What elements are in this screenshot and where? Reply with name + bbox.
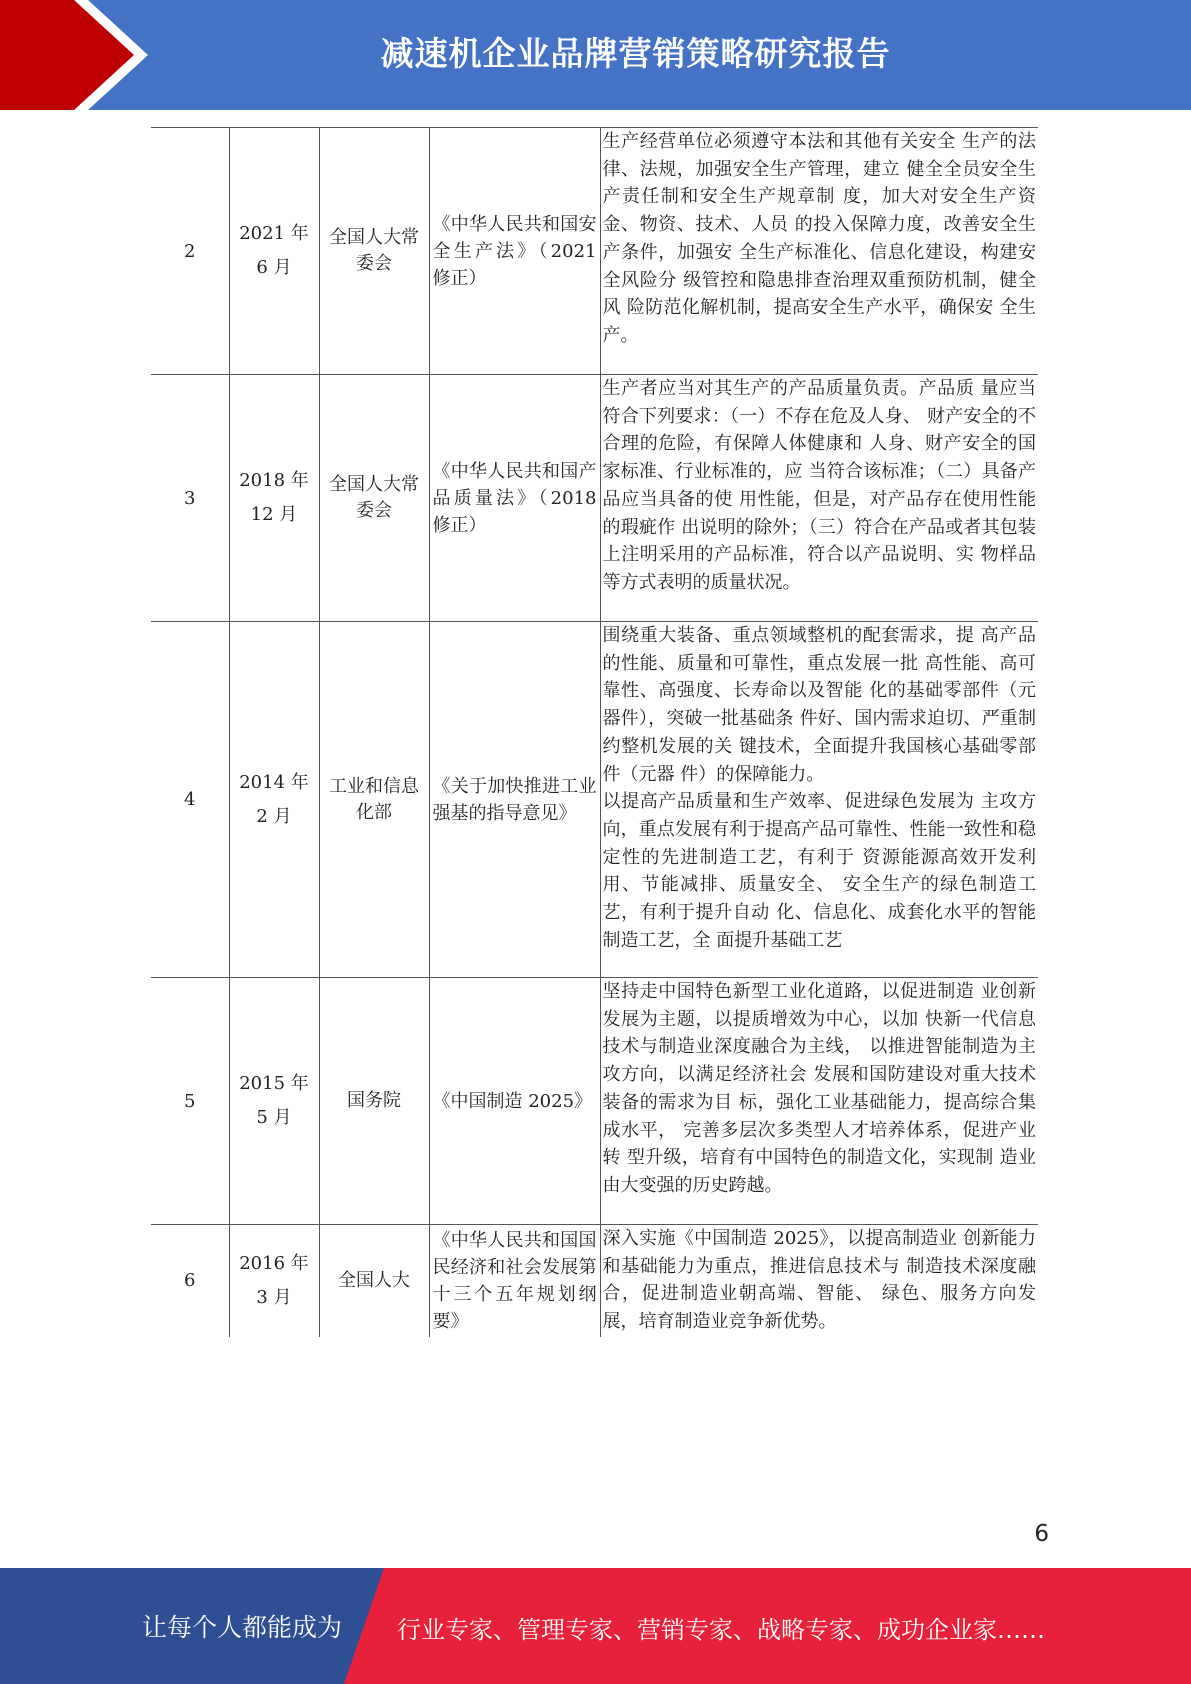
issue-year: 2021 年 [239, 223, 309, 244]
issuing-department: 工业和信息化部 [319, 622, 429, 978]
content-paragraph: 围绕重大装备、重点领域整机的配套需求，提 高产品的性能、质量和可靠性，重点发展一批 高性能、高可靠性、高强度、长寿命以及智能 化的基础零部件（元器件），突破一批基础条 件好、国内需求迫切、严重制约整机发展的关 键技术，全面提升我国核心基础零部件（元器 件）的保障能力。 [602, 625, 1036, 785]
row-number: 5 [151, 978, 229, 1225]
issuing-department: 全国人大常委会 [319, 375, 429, 622]
issue-date [229, 128, 319, 375]
table-row [151, 1225, 1038, 1337]
issue-year: 2015 年 [239, 1073, 309, 1094]
issue-date [229, 622, 319, 978]
row-number: 6 [184, 1270, 196, 1292]
footer-slogan-left: 让每个人都能成为 [142, 1613, 343, 1642]
content-paragraph: 以提高产品质量和生产效率、促进绿色发展为 主攻方向，重点发展有利于提高产品可靠性、性能一致性和稳定性的先进制造工艺，有利于 资源能源高效开发利用、节能减排、质量安全、 安全生产的绿色制造工艺，有利于提升自动 化、信息化、成套化水平的智能制造工艺，全 面提升基础工艺 [602, 791, 1036, 951]
issue-month: 12 月 [250, 504, 298, 525]
document-name: 《中国制造 2025》 [429, 978, 600, 1225]
table-row [151, 622, 1038, 978]
policy-content [600, 128, 1038, 375]
report-title: 减速机企业品牌营销策略研究报告 [380, 34, 891, 73]
policy-table [151, 127, 1038, 1337]
issuing-department: 国务院 [319, 978, 429, 1225]
issuing-department: 全国人大常委会 [319, 128, 429, 375]
table-row [151, 978, 1038, 1225]
page-number: 6 [1034, 1521, 1049, 1547]
page-footer [0, 1568, 1191, 1684]
issue-date [229, 1225, 319, 1337]
page-header [0, 0, 1191, 110]
issue-date [229, 978, 319, 1225]
issue-date [229, 375, 319, 622]
issue-year: 2018 年 [239, 470, 309, 491]
policy-content [600, 978, 1038, 1225]
policy-content [600, 375, 1038, 622]
footer-slogan-right: 行业专家、管理专家、营销专家、战略专家、成功企业家…… [397, 1616, 1045, 1644]
table-row [151, 375, 1038, 622]
row-number: 4 [151, 622, 229, 978]
row-number: 3 [151, 375, 229, 622]
document-name: 《中华人民共和国安全生产法》（2021 修正） [429, 128, 600, 375]
issue-year: 2016 年 [239, 1252, 309, 1274]
issue-month: 6 月 [256, 257, 292, 278]
row-number: 2 [151, 128, 229, 375]
issuing-department: 全国人大 [319, 1225, 429, 1337]
document-name: 《中华人民共和国产品质量法》（2018 修正） [429, 375, 600, 622]
content-paragraph: 坚持走中国特色新型工业化道路，以促进制造 业创新发展为主题，以提质增效为中心，以加 快新一代信息技术与制造业深度融合为主线， 以推进智能制造为主攻方向，以满足经济社会 发展和国防建设对重大技术装备的需求为目 标，强化工业基础能力，提高综合集成水平， 完善多层次多类型人才培养体系，促进产业转 型升级，培育有中国特色的制造文化，实现制 造业由大变强的历史跨越。 [602, 981, 1036, 1196]
content-paragraph: 深入实施《中国制造 2025》，以提高制造业 创新能力和基础能力为重点，推进信息技术与 制造技术深度融合，促进制造业朝高端、智能、 绿色、服务方向发展，培育制造业竞争新优势。 [602, 1228, 1036, 1333]
document-name: 《关于加快推进工业强基的指导意见》 [429, 622, 600, 978]
issue-month: 5 月 [256, 1107, 292, 1128]
content-paragraph: 生产者应当对其生产的产品质量负责。产品质 量应当符合下列要求：（一）不存在危及人身、 财产安全的不合理的危险，有保障人体健康和 人身、财产安全的国家标准、行业标准的，应 当符合该标准；（二）具备产品应当具备的使 用性能，但是，对产品存在使用性能的瑕疵作 出说明的除外；（三）符合在产品或者其包装 上注明采用的产品标准，符合以产品说明、实 物样品等方式表明的质量状况。 [602, 378, 1036, 593]
issue-year: 2014 年 [239, 771, 309, 793]
policy-content [600, 622, 1038, 978]
table-row [151, 128, 1038, 375]
issue-month: 2 月 [256, 805, 292, 827]
content-paragraph: 生产经营单位必须遵守本法和其他有关安全 生产的法律、法规，加强安全生产管理，建立 健全全员安全生产责任制和安全生产规章制 度，加大对安全生产资金、物资、技术、人员 的投入保障力度，改善安全生产条件，加强安 全生产标准化、信息化建设，构建安全风险分 级管控和隐患排查治理双重预防机制，健全风 险防范化解机制，提高安全生产水平，确保安 全生产。 [602, 131, 1036, 346]
issue-month: 3 月 [256, 1286, 292, 1308]
policy-content [600, 1225, 1038, 1337]
document-name: 《中华人民共和国国民经济和社会发展第十三个五年规划纲要》 [429, 1225, 600, 1337]
